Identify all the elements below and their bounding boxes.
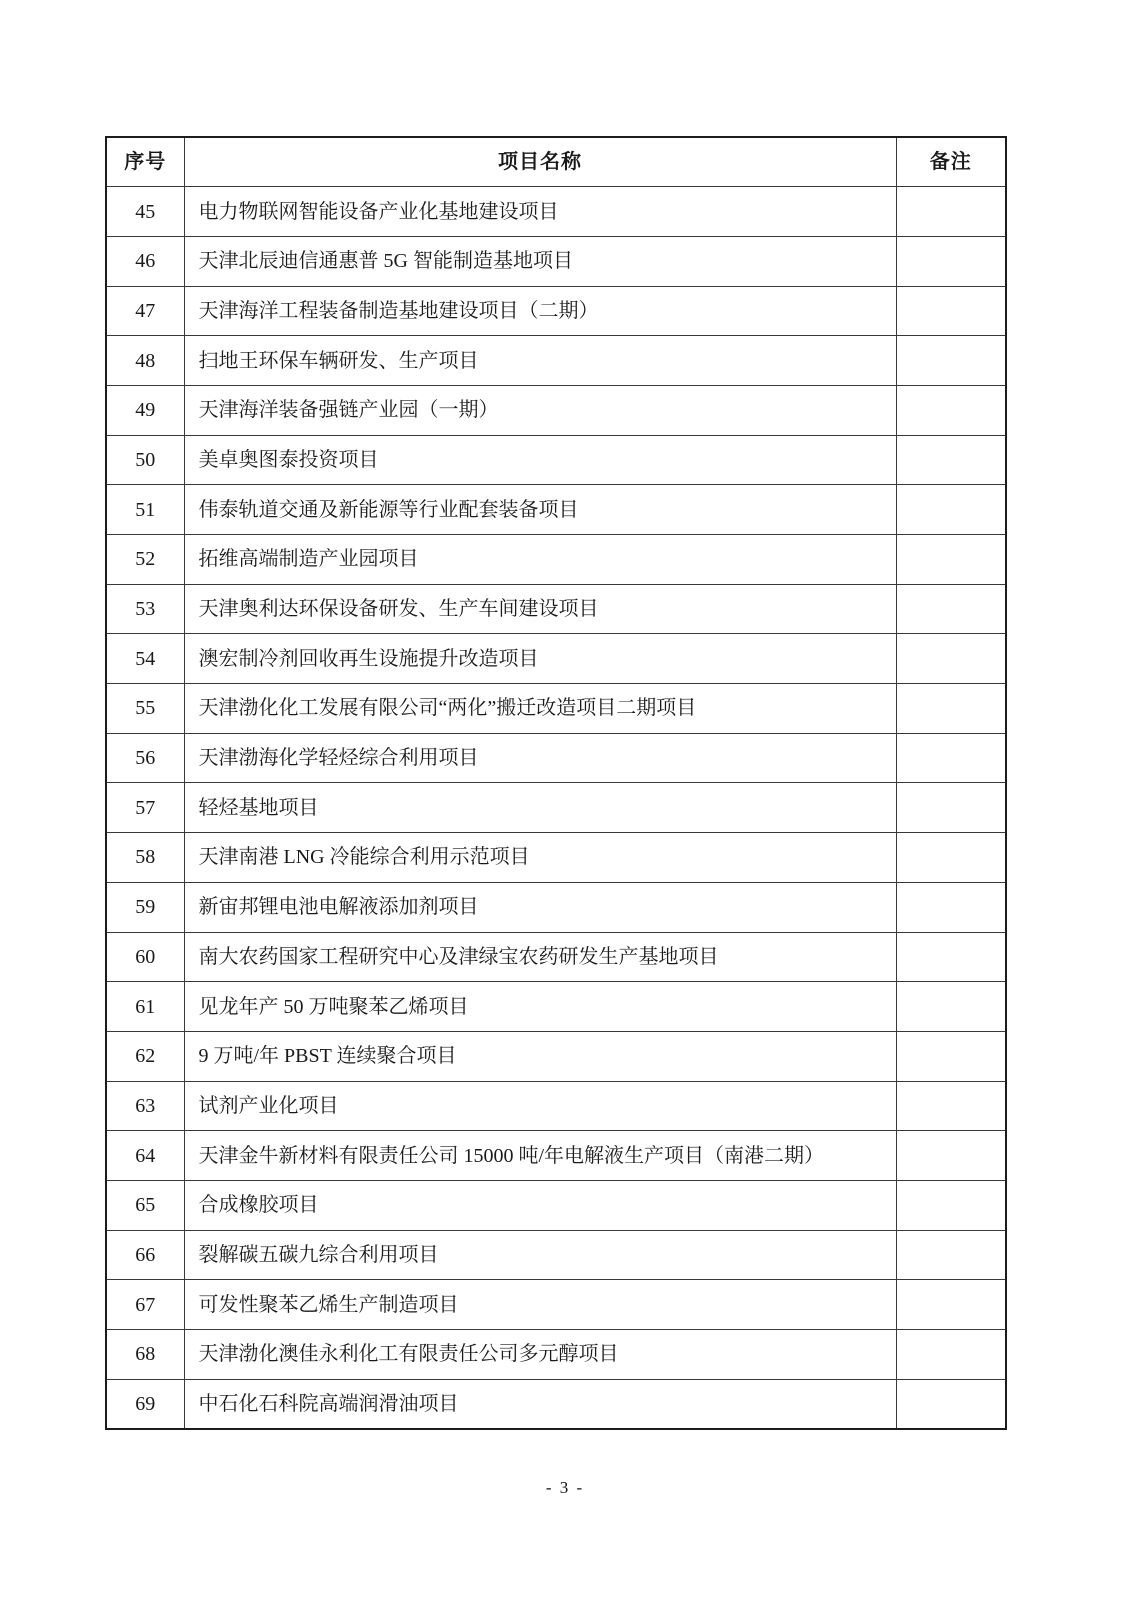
cell-no: 48 [106,336,184,386]
cell-note [896,1031,1006,1081]
table-row [106,882,1006,932]
cell-note [896,485,1006,535]
cell-note [896,385,1006,435]
table-row [106,1379,1006,1429]
table-row [106,535,1006,585]
table-row [106,187,1006,237]
table-row [106,1330,1006,1380]
cell-no: 49 [106,385,184,435]
table-row [106,783,1006,833]
cell-no: 47 [106,286,184,336]
table-row [106,1180,1006,1230]
cell-name: 澳宏制冷剂回收再生设施提升改造项目 [184,634,896,684]
table-row [106,1081,1006,1131]
cell-no: 63 [106,1081,184,1131]
table-body [106,187,1006,1429]
cell-note [896,1379,1006,1429]
cell-name: 伟泰轨道交通及新能源等行业配套装备项目 [184,485,896,535]
cell-name: 电力物联网智能设备产业化基地建设项目 [184,187,896,237]
cell-no: 69 [106,1379,184,1429]
cell-name: 天津奥利达环保设备研发、生产车间建设项目 [184,584,896,634]
table-row [106,286,1006,336]
cell-no: 67 [106,1280,184,1330]
table-row [106,584,1006,634]
cell-name: 拓维高端制造产业园项目 [184,535,896,585]
cell-note [896,882,1006,932]
cell-name: 轻烃基地项目 [184,783,896,833]
cell-no: 58 [106,833,184,883]
cell-note [896,1081,1006,1131]
cell-name: 天津海洋装备强链产业园（一期） [184,385,896,435]
cell-name: 中石化石科院高端润滑油项目 [184,1379,896,1429]
cell-name: 天津渤化化工发展有限公司“两化”搬迁改造项目二期项目 [184,684,896,734]
cell-name: 天津金牛新材料有限责任公司 15000 吨/年电解液生产项目（南港二期） [184,1131,896,1181]
cell-note [896,286,1006,336]
cell-note [896,187,1006,237]
cell-note [896,535,1006,585]
cell-note [896,733,1006,783]
cell-no: 55 [106,684,184,734]
page-number: - 3 - [545,1478,585,1497]
cell-name: 天津南港 LNG 冷能综合利用示范项目 [184,833,896,883]
cell-note [896,932,1006,982]
cell-name: 南大农药国家工程研究中心及津绿宝农药研发生产基地项目 [184,932,896,982]
cell-name: 天津渤海化学轻烃综合利用项目 [184,733,896,783]
table-row [106,385,1006,435]
cell-no: 57 [106,783,184,833]
cell-name: 天津海洋工程装备制造基地建设项目（二期） [184,286,896,336]
cell-name: 扫地王环保车辆研发、生产项目 [184,336,896,386]
cell-no: 45 [106,187,184,237]
header-cell-remarks: 备注 [896,137,1006,187]
cell-name: 新宙邦锂电池电解液添加剂项目 [184,882,896,932]
cell-name: 天津北辰迪信通惠普 5G 智能制造基地项目 [184,236,896,286]
cell-name: 可发性聚苯乙烯生产制造项目 [184,1280,896,1330]
table-row [106,1230,1006,1280]
cell-no: 50 [106,435,184,485]
cell-name: 9 万吨/年 PBST 连续聚合项目 [184,1031,896,1081]
cell-note [896,634,1006,684]
cell-no: 54 [106,634,184,684]
cell-note [896,684,1006,734]
cell-note [896,982,1006,1032]
table-row [106,733,1006,783]
table-row [106,684,1006,734]
header-cell-serial-number: 序号 [106,137,184,187]
table-row [106,833,1006,883]
table-row [106,236,1006,286]
table-row [106,982,1006,1032]
cell-name: 美卓奥图泰投资项目 [184,435,896,485]
cell-note [896,336,1006,386]
table-row [106,435,1006,485]
cell-note [896,833,1006,883]
cell-no: 52 [106,535,184,585]
cell-no: 56 [106,733,184,783]
cell-name: 试剂产业化项目 [184,1081,896,1131]
table-row [106,1280,1006,1330]
cell-name: 裂解碳五碳九综合利用项目 [184,1230,896,1280]
cell-no: 65 [106,1180,184,1230]
cell-no: 66 [106,1230,184,1280]
cell-note [896,1280,1006,1330]
cell-no: 68 [106,1330,184,1380]
cell-note [896,236,1006,286]
table-row [106,932,1006,982]
cell-no: 62 [106,1031,184,1081]
table-header-row [106,137,1006,187]
cell-note [896,1131,1006,1181]
table-row [106,1031,1006,1081]
cell-name: 合成橡胶项目 [184,1180,896,1230]
table-row [106,336,1006,386]
cell-note [896,783,1006,833]
cell-note [896,1330,1006,1380]
table-row [106,634,1006,684]
project-list-table [105,136,1007,1430]
cell-name: 天津渤化澳佳永利化工有限责任公司多元醇项目 [184,1330,896,1380]
cell-no: 53 [106,584,184,634]
cell-no: 60 [106,932,184,982]
table-row [106,1131,1006,1181]
cell-note [896,435,1006,485]
cell-note [896,1230,1006,1280]
cell-note [896,1180,1006,1230]
cell-name: 见龙年产 50 万吨聚苯乙烯项目 [184,982,896,1032]
cell-note [896,584,1006,634]
header-cell-project-name: 项目名称 [184,137,896,187]
cell-no: 59 [106,882,184,932]
cell-no: 46 [106,236,184,286]
cell-no: 61 [106,982,184,1032]
cell-no: 64 [106,1131,184,1181]
cell-no: 51 [106,485,184,535]
table-row [106,485,1006,535]
